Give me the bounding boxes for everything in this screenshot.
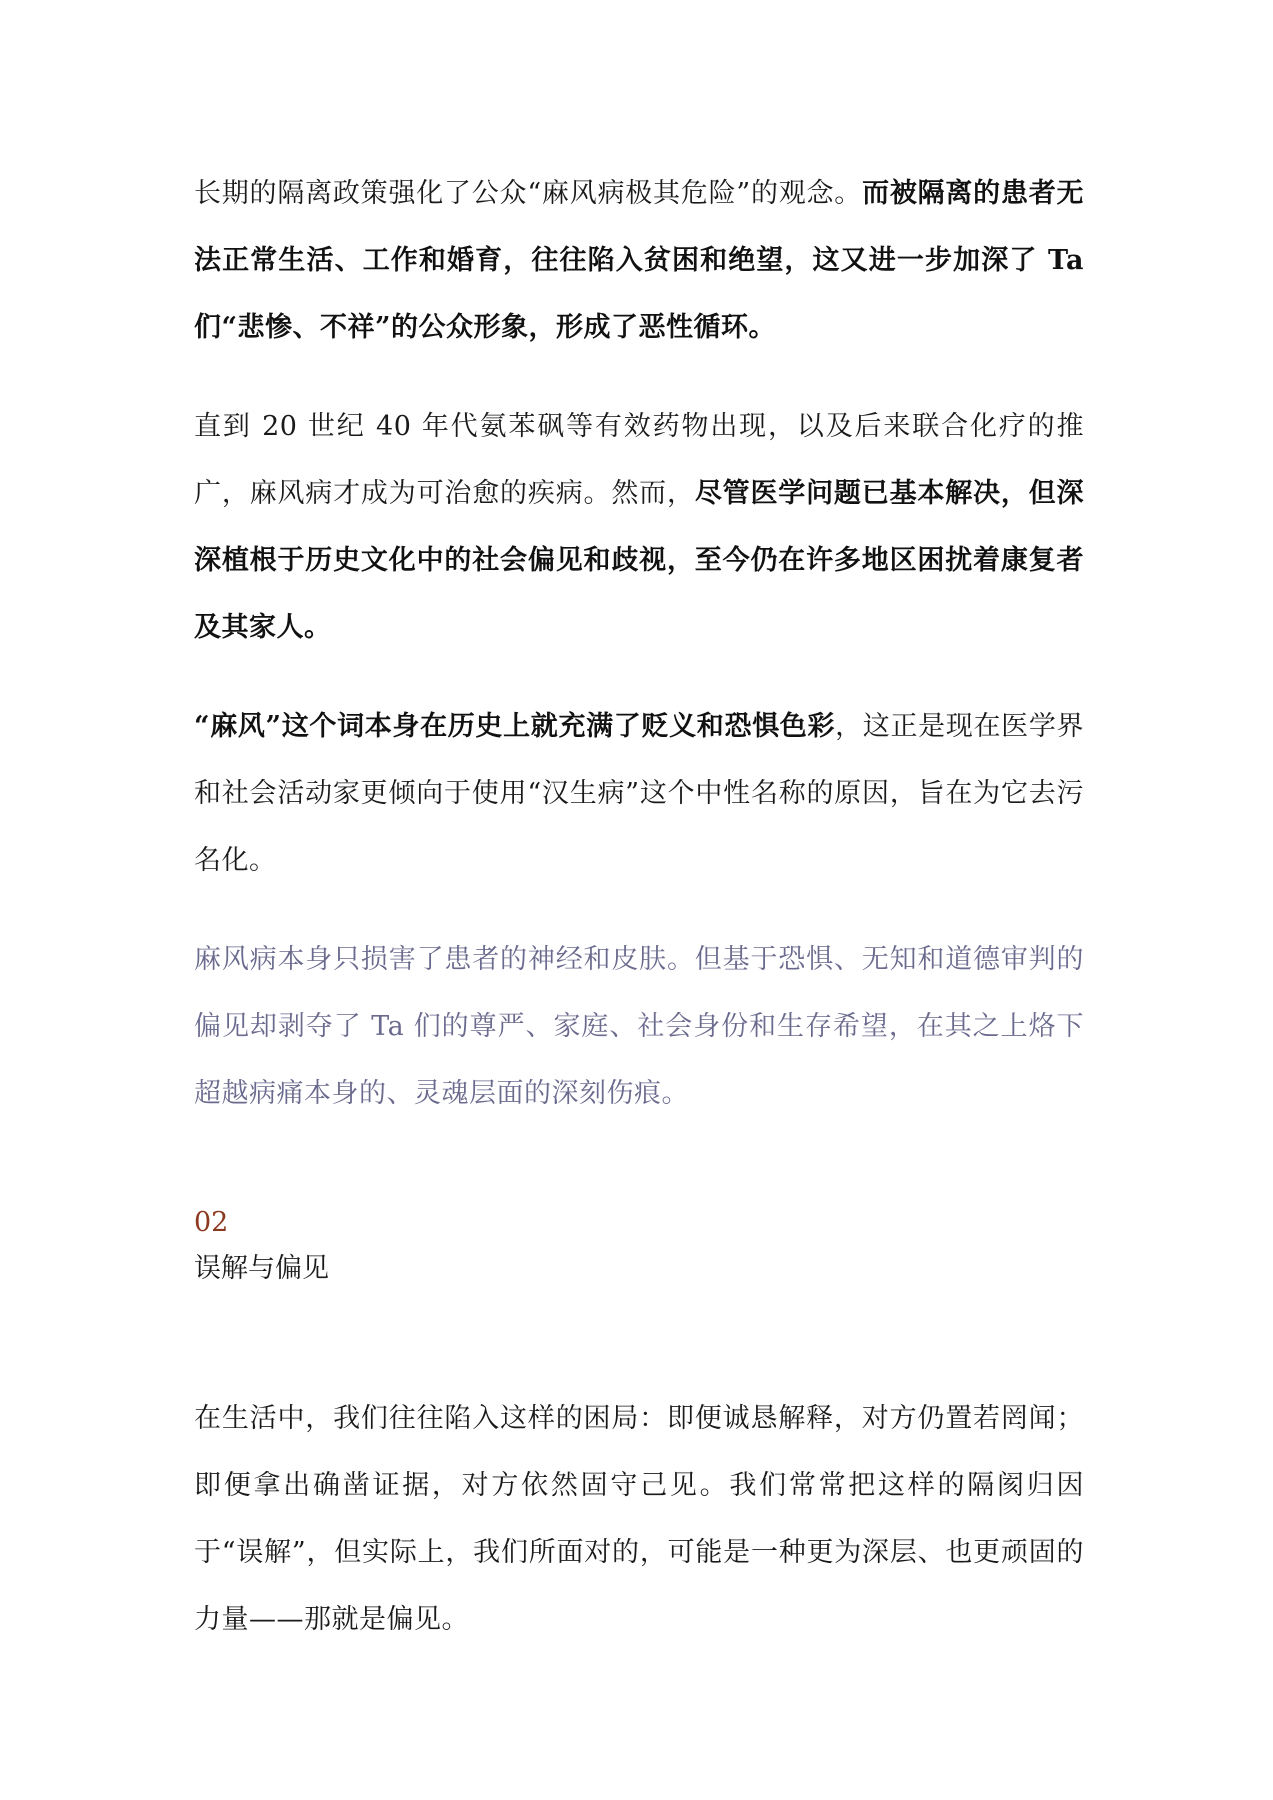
paragraph-medical-progress	[194, 393, 1084, 661]
paragraph-prejudice: 在生活中，我们往往陷入这样的困局：即便诚恳解释，对方仍置若罔闻；即便拿出确凿证据，对方依然固守己见。我们常常把这样的隔阂归因于“误解”，但实际上，我们所面对的，可能是一种更为深层、也更顽固的力量——那就是偏见。	[194, 1403, 1084, 1635]
paragraph-bold-text: 而被隔离的患者无法正常生活、工作和婚育，往往陷入贫困和绝望，这又进一步加深了 Ta 们“悲惨、不祥”的公众形象，形成了恶性循环。	[194, 178, 1085, 343]
paragraph-term-stigma	[194, 693, 1084, 894]
article-body	[194, 160, 1084, 1685]
paragraph-normal-text: 长期的隔离政策强化了公众“麻风病极其危险”的观念。	[194, 178, 863, 209]
paragraph-bold-text: 尽管医学问题已基本解决，但深深植根于历史文化中的社会偏见和歧视，至今仍在许多地区困扰着康复者及其家人。	[194, 478, 1085, 643]
paragraph-normal-text: 直到 20 世纪 40 年代氨苯砜等有效药物出现，以及后来联合化疗的推广，麻风病才成为可治愈的疾病。然而，	[194, 411, 1084, 509]
section-number: 02	[194, 1207, 229, 1238]
paragraph-isolation-policy	[194, 160, 1084, 361]
paragraph-bold-text: “麻风”这个词本身在历史上就充满了贬义和恐惧色彩	[194, 711, 836, 742]
section-title: 误解与偏见	[194, 1253, 329, 1284]
highlight-quote: 麻风病本身只损害了患者的神经和皮肤。但基于恐惧、无知和道德审判的偏见却剥夺了 Ta 们的尊严、家庭、社会身份和生存希望，在其之上烙下超越病痛本身的、灵魂层面的深刻伤痕。	[194, 944, 1084, 1109]
paragraph-normal-text: ，这正是现在医学界和社会活动家更倾向于使用“汉生病”这个中性名称的原因，旨在为它去污名化。	[194, 711, 1084, 876]
